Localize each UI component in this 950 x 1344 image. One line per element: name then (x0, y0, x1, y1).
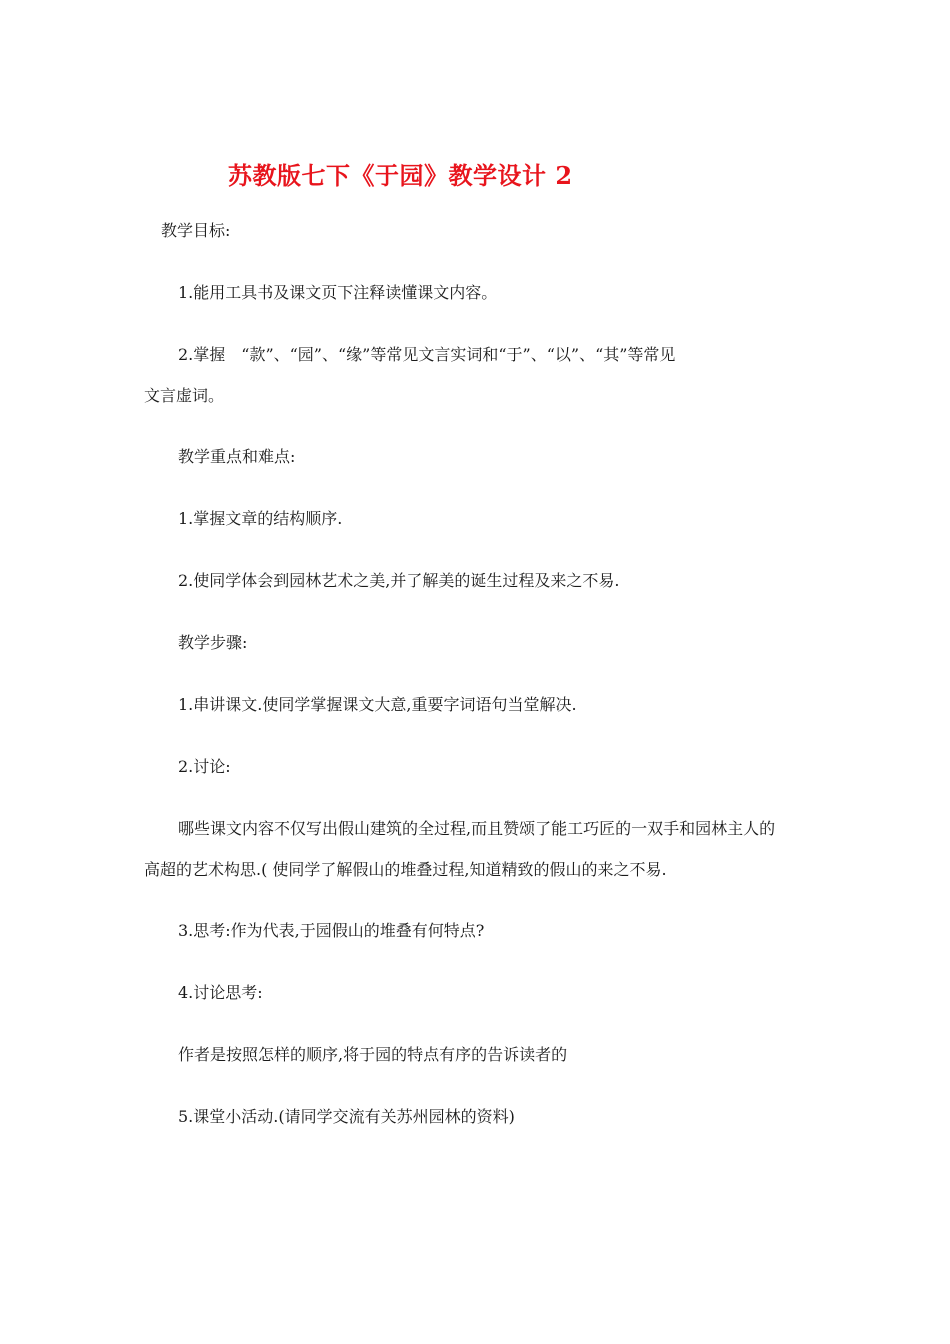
paragraph: 4.讨论思考: (178, 983, 263, 1002)
paragraph: 2.使同学体会到园林艺术之美,并了解美的诞生过程及来之不易. (178, 571, 620, 590)
paragraph-continuation: 高超的艺术构思.( 使同学了解假山的堆叠过程,知道精致的假山的来之不易. (144, 860, 667, 879)
paragraph: 哪些课文内容不仅写出假山建筑的全过程,而且赞颂了能工巧匠的一双手和园林主人的 (178, 819, 776, 838)
paragraph-continuation: 文言虚词。 (144, 386, 225, 405)
paragraph: 1.串讲课文.使同学掌握课文大意,重要字词语句当堂解决. (178, 695, 577, 714)
document-title: 苏教版七下《于园》教学设计 2 (228, 161, 573, 190)
paragraph: 3.思考:作为代表,于园假山的堆叠有何特点? (178, 921, 485, 940)
section-heading-key-points: 教学重点和难点: (178, 447, 296, 466)
section-heading-objectives: 教学目标: (161, 221, 231, 240)
paragraph: 1.掌握文章的结构顺序. (178, 509, 343, 528)
paragraph: 2.掌握 “款”、“园”、“缘”等常见文言实词和“于”、“以”、“其”等常见 (178, 345, 676, 364)
paragraph: 作者是按照怎样的顺序,将于园的特点有序的告诉读者的 (178, 1045, 568, 1064)
paragraph: 1.能用工具书及课文页下注释读懂课文内容。 (178, 283, 498, 302)
section-heading-steps: 教学步骤: (178, 633, 248, 652)
paragraph: 2.讨论: (178, 757, 231, 776)
paragraph: 5.课堂小活动.(请同学交流有关苏州园林的资料) (178, 1107, 515, 1126)
